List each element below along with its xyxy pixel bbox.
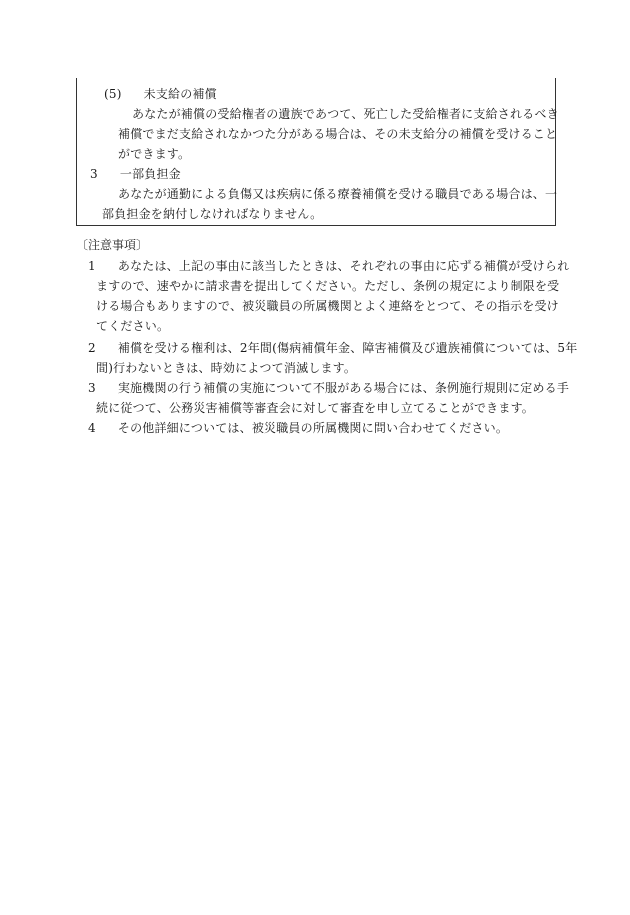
item-5-line-1: あなたが補償の受給権者の遺族であつて、死亡した受給権者に支給されるべき	[132, 107, 559, 121]
item-3-line-1: あなたが通勤による負傷又は疾病に係る療養補償を受ける職員である場合は、一	[118, 187, 558, 201]
note-4-number: 4	[88, 421, 96, 435]
note-1-line-1	[88, 256, 569, 276]
item-5-heading	[104, 84, 217, 104]
notes-heading: 〔注意事項〕	[76, 238, 149, 252]
item-5-number: (5)	[104, 87, 122, 101]
item-5-title: 未支給の補償	[143, 87, 217, 101]
note-2-line-2: 間)行わないときは、時効によつて消滅します。	[96, 361, 357, 375]
note-1-line-4: てください。	[96, 319, 170, 333]
note-1-line-3: ける場合もありますので、被災職員の所属機関とよく連絡をとつて、その指示を受け	[96, 299, 559, 313]
note-3-line-2: 続に従つて、公務災害補償等審査会に対して審査を申し立てることができます。	[96, 401, 535, 415]
item-3-title: 一部負担金	[119, 167, 181, 181]
item-3-line-2: 部負担金を納付しなければなりません。	[102, 207, 323, 221]
note-3-number: 3	[88, 381, 96, 395]
note-4-line-1	[88, 418, 508, 438]
note-1-text-1: あなたは、上記の事由に該当したときは、それぞれの事由に応ずる補償が受けられ	[117, 259, 570, 273]
note-3-text-1: 実施機関の行う補償の実施について不服がある場合には、条例施行規則に定める手	[117, 381, 570, 395]
note-1-line-2: ますので、速やかに請求書を提出してください。ただし、条例の規定により制限を受	[96, 279, 560, 293]
item-5-line-2: 補償でまだ支給されなかつた分がある場合は、その未支給分の補償を受けること	[118, 127, 558, 141]
item-3-heading	[90, 164, 181, 184]
note-2-number: 2	[88, 341, 96, 355]
note-2-text-1: 補償を受ける権利は、2年間(傷病補償年金、障害補償及び遺族補償については、5年	[117, 341, 578, 355]
note-2-line-1	[88, 338, 577, 358]
item-5-line-3: ができます。	[118, 147, 191, 161]
note-4-text-1: その他詳細については、被災職員の所属機関に問い合わせてください。	[117, 421, 509, 435]
note-3-line-1	[88, 378, 569, 398]
note-1-number: 1	[88, 259, 96, 273]
item-3-number: 3	[90, 167, 98, 181]
